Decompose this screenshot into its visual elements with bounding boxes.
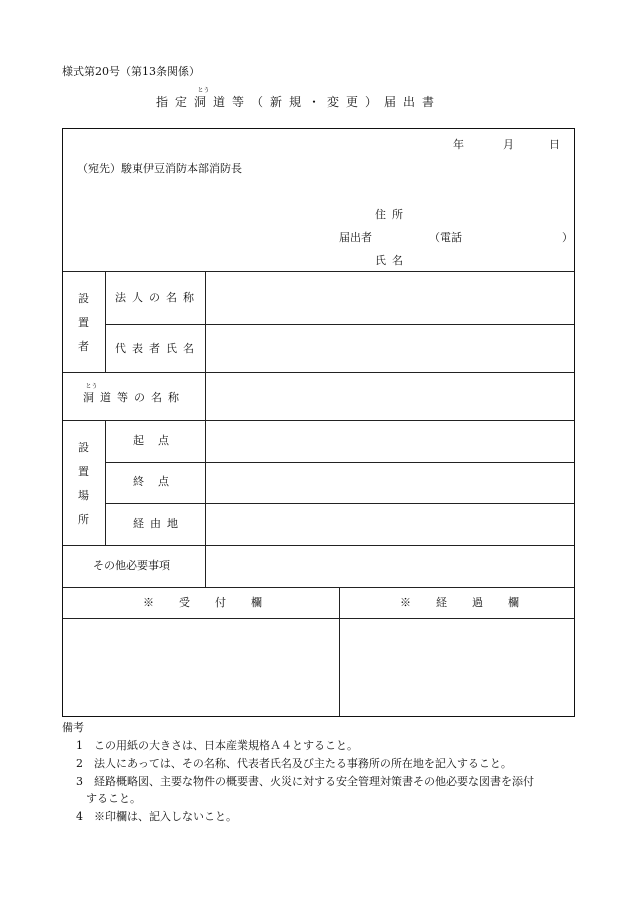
via-point-label: 経由地	[133, 517, 184, 530]
remark-item-2: 2 法人にあっては、その名称、代表者氏名及び主たる事務所の所在地を記入すること。	[76, 757, 512, 770]
tunnel-ruby-reading: とう	[85, 383, 98, 390]
addressee: （宛先）駿東伊豆消防本部消防長	[77, 162, 242, 175]
progress-label: ※経過欄	[400, 596, 544, 609]
col-divider	[105, 271, 106, 372]
reception-label: ※受付欄	[143, 596, 287, 609]
form-title	[156, 87, 442, 109]
remark-item-3-cont: すること。	[86, 792, 141, 805]
rep-name-label: 代表者氏名	[115, 342, 200, 355]
phone-open: （電話	[429, 231, 462, 244]
form-table	[62, 128, 575, 717]
address-label: 住所	[375, 208, 409, 221]
remark-item-4: 4 ※印欄は、記入しないこと。	[76, 810, 237, 823]
tunnel-name-field[interactable]	[213, 391, 563, 409]
remark-item-3: 3 経路概略図、主要な物件の概要書、火災に対する安全管理対策書その他必要な図書を添付	[76, 775, 534, 788]
row-divider	[63, 618, 574, 619]
row-divider	[63, 420, 574, 421]
reception-box	[65, 621, 335, 713]
start-point-field[interactable]	[213, 434, 563, 452]
location-label-1: 設	[78, 441, 89, 454]
end-point-label: 終点	[133, 475, 183, 488]
row-divider	[63, 587, 574, 588]
title-part-2: 道等（新規・変更）届出書	[213, 95, 442, 109]
title-part-1: 指定	[156, 95, 195, 109]
installer-label-1: 設	[78, 292, 89, 305]
tunnel-name-label-rest: 道等の名称	[100, 391, 185, 404]
location-label-3: 場	[78, 489, 89, 502]
name-label: 氏名	[375, 254, 409, 267]
row-divider	[105, 503, 574, 504]
location-label-4: 所	[78, 513, 89, 526]
via-point-field[interactable]	[213, 517, 563, 535]
date-day: 日	[549, 138, 560, 151]
progress-box	[343, 621, 571, 713]
end-point-field[interactable]	[213, 475, 563, 493]
row-divider	[105, 324, 574, 325]
row-divider	[105, 462, 574, 463]
title-ruby-kanji: 洞	[194, 95, 214, 109]
other-field[interactable]	[213, 559, 563, 577]
date-month: 月	[503, 138, 514, 151]
tunnel-ruby	[83, 383, 100, 405]
form-number: 様式第20号（第13条関係）	[62, 65, 200, 78]
installer-label-3: 者	[78, 340, 89, 353]
row-divider	[63, 372, 574, 373]
corp-name-label: 法人の名称	[115, 291, 200, 304]
tunnel-ruby-kanji: 洞	[83, 391, 100, 404]
corp-name-field[interactable]	[213, 291, 563, 309]
tunnel-name-label	[83, 383, 185, 405]
col-divider	[105, 420, 106, 545]
col-divider	[205, 271, 206, 587]
title-ruby	[194, 87, 214, 109]
other-label: その他必要事項	[93, 559, 170, 572]
col-divider	[339, 587, 340, 716]
installer-label-2: 置	[78, 316, 89, 329]
remarks-heading: 備考	[62, 721, 84, 734]
location-label-2: 置	[78, 465, 89, 478]
remark-item-1: 1 この用紙の大きさは、日本産業規格Ａ４とすること。	[76, 739, 358, 752]
applicant-label: 届出者	[339, 231, 372, 244]
date-year: 年	[453, 138, 464, 151]
phone-close: ）	[562, 231, 573, 244]
title-ruby-reading: とう	[197, 87, 210, 94]
row-divider	[63, 271, 574, 272]
row-divider	[63, 545, 574, 546]
start-point-label: 起点	[133, 434, 183, 447]
rep-name-field[interactable]	[213, 342, 563, 360]
